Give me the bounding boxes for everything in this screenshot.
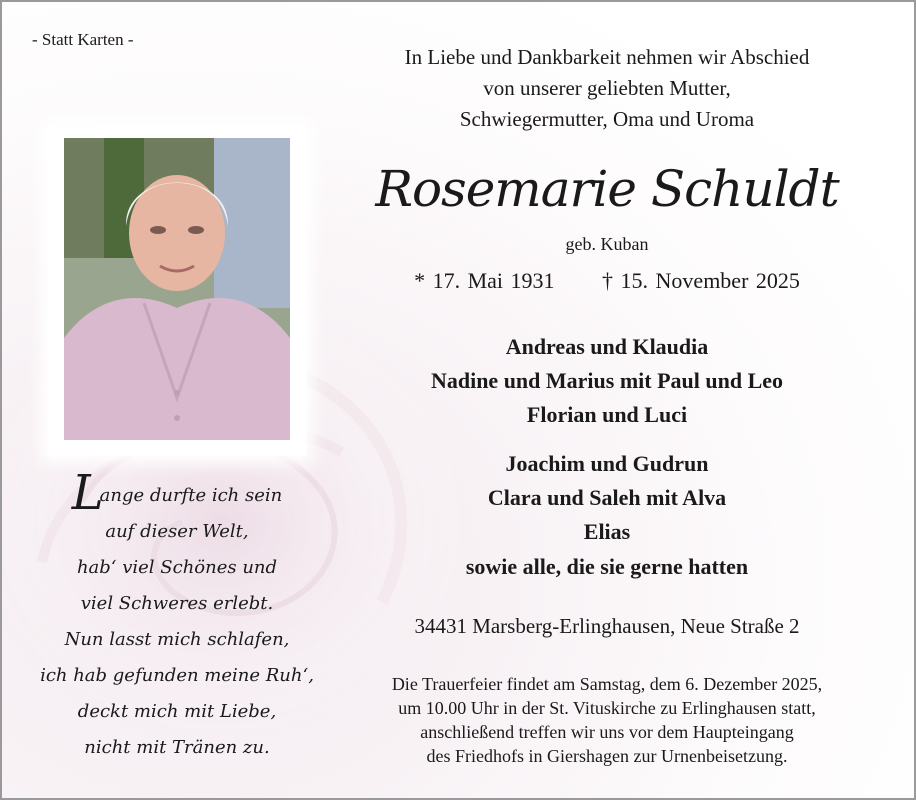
intro-line: von unserer geliebten Mutter, bbox=[483, 76, 731, 100]
funeral-line: Die Trauerfeier findet am Samstag, dem 6. Dezember 2025, bbox=[391, 674, 823, 694]
family-group-1 bbox=[342, 330, 872, 432]
portrait-photo bbox=[64, 138, 290, 440]
maiden-name: geb. Kuban bbox=[565, 234, 649, 254]
poem-line: nicht mit Tränen zu. bbox=[84, 737, 270, 758]
family-closing: sowie alle, die sie gerne hatten bbox=[465, 554, 749, 579]
poem-line: ich hab gefunden meine Ruh‘, bbox=[40, 665, 314, 686]
family-line: Clara und Saleh mit Alva bbox=[487, 485, 727, 510]
funeral-line: des Friedhofs in Giershagen zur Urnenbeisetzung. bbox=[426, 746, 788, 766]
poem bbox=[22, 465, 332, 766]
family-line: Florian und Luci bbox=[526, 402, 688, 427]
poem-line: Nun lasst mich schlafen, bbox=[64, 629, 290, 650]
funeral-line: um 10.00 Uhr in der St. Vituskirche zu Erlinghausen statt, bbox=[398, 698, 816, 718]
statt-karten-label: - Statt Karten - bbox=[32, 30, 134, 49]
poem-line: auf dieser Welt, bbox=[105, 521, 249, 542]
family-line: Nadine und Marius mit Paul und Leo bbox=[430, 368, 784, 393]
life-dates bbox=[342, 268, 872, 294]
funeral-details bbox=[342, 672, 872, 768]
poem-initial: L bbox=[71, 465, 104, 521]
poem-first-line: ange durfte ich sein bbox=[99, 485, 283, 506]
intro-line: Schwiegermutter, Oma und Uroma bbox=[459, 107, 755, 131]
family-line: Joachim und Gudrun bbox=[505, 451, 709, 476]
death-date: † 15. November 2025 bbox=[602, 268, 800, 293]
family-line: Andreas und Klaudia bbox=[505, 334, 709, 359]
intro-line: In Liebe und Dankbarkeit nehmen wir Abschied bbox=[404, 45, 810, 69]
funeral-line: anschließend treffen wir uns vor dem Haupteingang bbox=[420, 722, 794, 742]
poem-line: deckt mich mit Liebe, bbox=[77, 701, 277, 722]
intro-text bbox=[342, 42, 872, 135]
birth-date: * 17. Mai 1931 bbox=[414, 268, 555, 293]
poem-line bbox=[22, 465, 332, 521]
address: 34431 Marsberg-Erlinghausen, Neue Straße 2 bbox=[414, 614, 800, 638]
family-line: Elias bbox=[583, 519, 631, 544]
poem-line: hab‘ viel Schönes und bbox=[76, 557, 278, 578]
poem-line: viel Schweres erlebt. bbox=[80, 593, 274, 614]
deceased-name: Rosemarie Schuldt bbox=[375, 160, 839, 218]
family-group-2 bbox=[342, 447, 872, 549]
